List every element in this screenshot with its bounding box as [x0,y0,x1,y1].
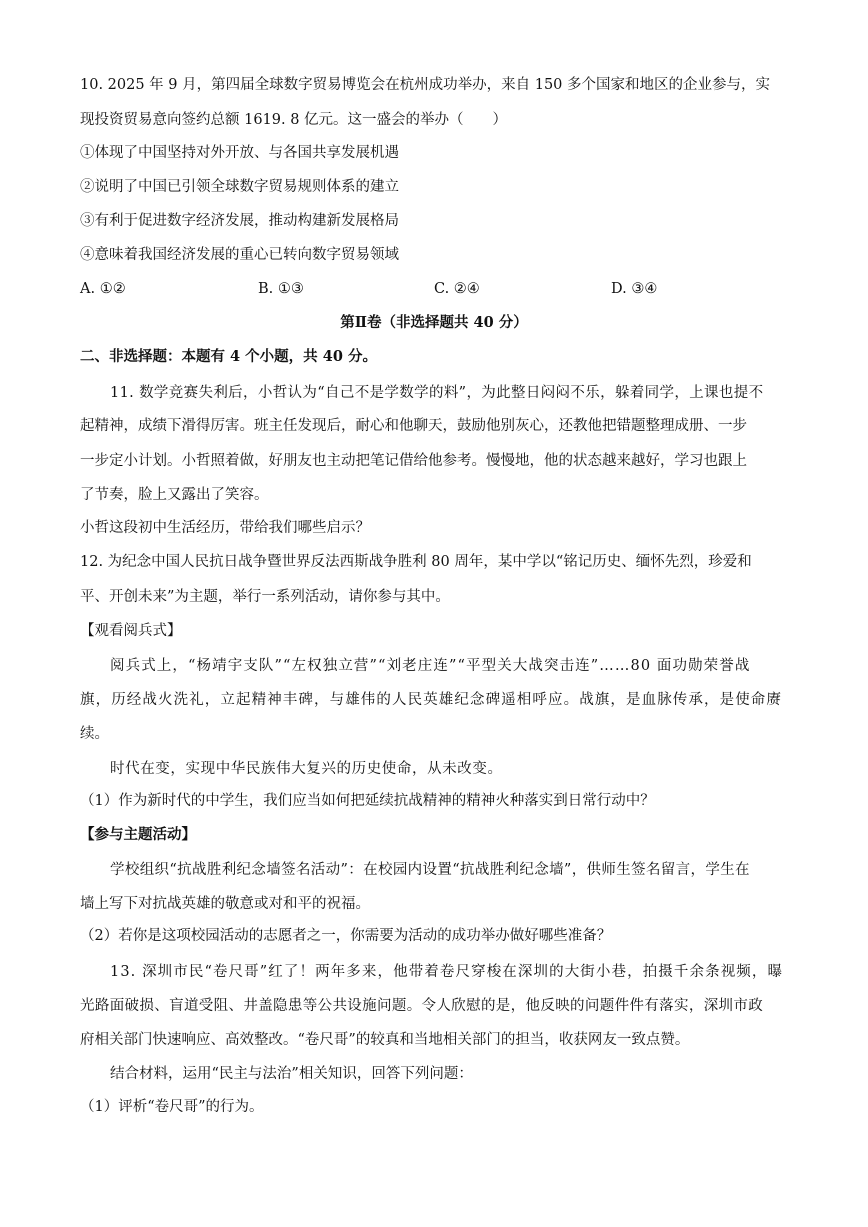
q10-item-4: ④意味着我国经济发展的重心已转向数字贸易领域 [80,247,399,263]
q12-section1-title: 【观看阅兵式】 [80,623,182,639]
q11-line-2: 起精神，成绩下滑得厉害。班主任发现后，耐心和他聊天，鼓励他别灰心，还教他把错题整理成册、一步 [80,418,747,434]
q10-item-3: ③有利于促进数字经济发展，推动构建新发展格局 [80,213,399,229]
q12-material1-line-3: 续。 [80,726,109,742]
q10-option-c: C. ②④ [434,281,480,297]
q11-line-1: 11. 数学竞赛失利后，小哲认为“自己不是学数学的料”，为此整日闷闷不乐，躲着同学，上课也提不 [110,385,764,401]
q12-question-2: （2）若你是这项校园活动的志愿者之一，你需要为活动的成功举办做好哪些准备？ [80,928,612,944]
q10-option-b: B. ①③ [258,281,304,297]
q10-item-1: ①体现了中国坚持对外开放、与各国共享发展机遇 [80,145,399,161]
q12-question-1: （1）作为新时代的中学生，我们应当如何把延续抗战精神的精神火种落实到日常行动中？ [80,793,655,809]
part2-title: 第Ⅱ卷（非选择题共 40 分） [340,314,528,331]
q10-stem-line-1: 10. 2025 年 9 月，第四届全球数字贸易博览会在杭州成功举办，来自 150 多个国家和地区的企业参与，实 [80,77,771,93]
q13-question-1: （1）评析“卷尺哥”的行为。 [80,1099,264,1115]
q12-material1-line-1: 阅兵式上，“杨靖宇支队”“左权独立营”“刘老庄连”“平型关大战突击连”……80 面功勋荣誉战 [110,658,751,674]
q10-option-d: D. ③④ [611,281,658,297]
q12-material2-line-2: 墙上写下对抗战英雄的敬意或对和平的祝福。 [80,896,370,912]
q13-line-1: 13. 深圳市民“卷尺哥”红了！两年多来，他带着卷尺穿梭在深圳的大街小巷，拍摄千余条视频，曝 [110,964,784,980]
q13-instruction: 结合材料，运用“民主与法治”相关知识，回答下列问题： [110,1066,473,1082]
q12-intro-line-1: 12. 为纪念中国人民抗日战争暨世界反法西斯战争胜利 80 周年，某中学以“铭记历史、缅怀先烈，珍爱和 [80,554,752,570]
q11-line-3: 一步定小计划。小哲照着做，好朋友也主动把笔记借给他参考。慢慢地，他的状态越来越好，学习也跟上 [80,453,747,469]
part2-heading: 二、非选择题：本题有 4 个小题，共 40 分。 [80,348,377,365]
q11-question: 小哲这段初中生活经历，带给我们哪些启示？ [80,520,370,536]
q12-section2-title: 【参与主题活动】 [80,826,196,843]
q11-line-4: 了节奏，脸上又露出了笑容。 [80,487,269,503]
q10-option-a: A. ①② [80,281,126,297]
q12-material1-tail: 时代在变，实现中华民族伟大复兴的历史使命，从未改变。 [110,761,503,777]
q12-material1-line-2: 旗，历经战火洗礼，立起精神丰碑，与雄伟的人民英雄纪念碑遥相呼应。战旗，是血脉传承，是使命赓 [80,692,782,708]
q13-line-2: 光路面破损、盲道受阻、井盖隐患等公共设施问题。令人欣慰的是，他反映的问题件件有落实，深圳市政 [80,998,764,1014]
q10-stem-line-2: 现投资贸易意向签约总额 1619. 8 亿元。这一盛会的举办（ ） [80,112,508,128]
q13-line-3: 府相关部门快速响应、高效整改。“卷尺哥”的较真和当地相关部门的担当，收获网友一致点赞。 [80,1032,690,1048]
q12-intro-line-2: 平、开创未来”为主题，举行一系列活动，请你参与其中。 [80,589,450,605]
q12-material2-line-1: 学校组织“抗战胜利纪念墙签名活动”：在校园内设置“抗战胜利纪念墙”，供师生签名留言，学生在 [110,862,750,878]
q10-item-2: ②说明了中国已引领全球数字贸易规则体系的建立 [80,179,399,195]
